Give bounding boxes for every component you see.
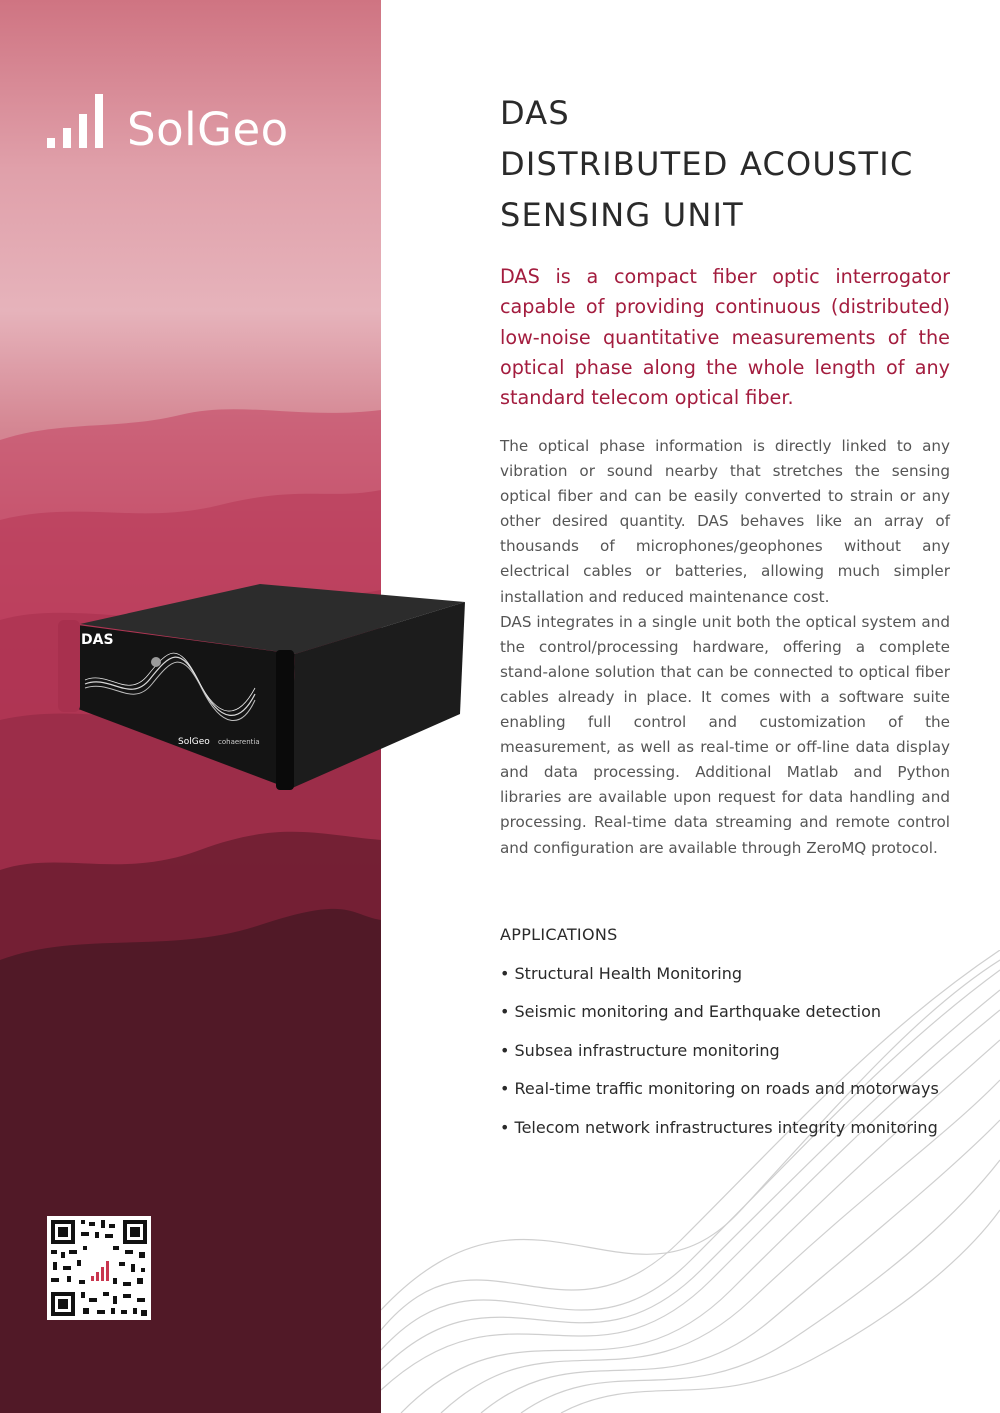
list-item: • Telecom network infrastructures integrity monitoring [500,1117,938,1137]
list-item: • Real-time traffic monitoring on roads and motorways [500,1079,939,1099]
signal-bars-icon [47,94,105,148]
das-unit-product-image [50,584,465,799]
device-badge-partner: cohaerentia [218,738,260,746]
logo-wordmark: SolGeo [127,103,289,156]
title-line-3: SENSING UNIT [500,196,744,234]
device-front-label: DAS [81,632,114,648]
solgeo-logo [47,94,289,156]
body-paragraph-2: DAS integrates in a single unit both the optical system and the control/processing hardware, offering a complete stand-alone solution that can be connected to optical fiber cables already in place. It comes with a software suite enabling full control and customization of the measurement, as well as real-time or off-line data display and data processing. Additional Matlab and Python libraries are available upon request for data handling and processing. Real-time data streaming and remote control and configuration are available through ZeroMQ protocol. [500,612,950,857]
title-line-1: DAS [500,94,570,132]
body-paragraph-1: The optical phase information is directly linked to any vibration or sound nearby that stretches the sensing optical fiber and can be easily converted to strain or any other desired quantity. DAS behaves like an array of thousands of microphones/geophones without any electrical cables or batteries, allowing much simpler installation and reduced maintenance cost. [500,437,950,606]
device-badge-brand: SolGeo [178,737,210,747]
intro-paragraph: DAS is a compact fiber optic interrogator capable of providing continuous (distributed) low-noise quantitative measurements of the optical phase along the whole length of any standard telecom optical fiber. [500,265,950,410]
page-title [500,88,960,241]
applications-list [500,962,970,1154]
title-line-2: DISTRIBUTED ACOUSTIC [500,145,914,183]
list-item: • Structural Health Monitoring [500,964,742,983]
list-item: • Subsea infrastructure monitoring [500,1040,780,1060]
qr-code[interactable] [47,1216,151,1320]
applications-heading: APPLICATIONS [500,925,618,944]
list-item: • Seismic monitoring and Earthquake detection [500,1002,882,1022]
body-text [500,434,950,861]
